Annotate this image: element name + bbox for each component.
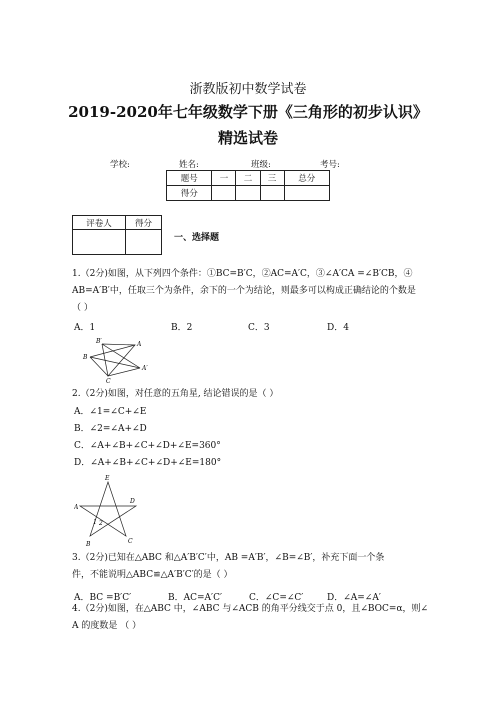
question-3-option-b[interactable]: B．AC=A′C′ [168, 593, 223, 603]
figure-1-line [90, 345, 135, 357]
exam-main-title: 2019-2020年七年级数学下册《三角形的初步认识》 [68, 103, 428, 121]
figure-2-label-e: E [105, 475, 110, 482]
school-field: 学校: [110, 160, 130, 170]
figure-1-label-b: B [83, 354, 88, 361]
grader-cell[interactable] [73, 230, 126, 255]
figure-2-label-c: C [128, 538, 133, 545]
question-3-line-2: 件，不能说明△ABC≌△A′B′C′的是（ ） [72, 570, 233, 580]
figure-1-label-aprime: A′ [142, 365, 148, 372]
figure-1-label-c: C [106, 378, 111, 385]
figure-2-label-b: B [86, 541, 91, 548]
question-1-line-3: （ ） [72, 303, 93, 313]
figure-1-label-bprime: B′ [96, 338, 102, 345]
score-table-header-row [167, 171, 330, 186]
score-header-cell: 三 [260, 171, 284, 186]
question-2-option-a[interactable]: A．∠1=∠C+∠E [74, 407, 147, 417]
section-title: 一、选择题 [174, 233, 220, 243]
class-field: 班级: [251, 160, 271, 170]
question-1-option-d[interactable]: D．4 [327, 323, 349, 333]
grader-table-value-row [73, 230, 162, 255]
score-cell[interactable] [236, 186, 260, 201]
grader-table [72, 215, 162, 255]
score-table [166, 170, 330, 201]
question-2-option-d[interactable]: D．∠A+∠B+∠C+∠D+∠E=180° [74, 458, 222, 468]
score-header-cell: 一 [212, 171, 236, 186]
figure-2-pentagram [80, 482, 136, 536]
figure-1-line [102, 344, 140, 368]
question-3-option-c[interactable]: C．∠C=∠C′ [249, 593, 304, 603]
question-3-line-1: 3.（2分)已知在△ABC 和△A′B′C′中，AB =A′B′，∠B=∠B′，补充下面一个条 [72, 553, 385, 563]
question-4 [72, 601, 432, 635]
figure-1-label-a: A [137, 341, 142, 348]
grader-header-cell: 评卷人 [73, 216, 126, 230]
figure-2-label-1: 1 [93, 519, 97, 526]
exam-sub-title: 精选试卷 [217, 129, 278, 147]
question-3 [72, 550, 432, 584]
score-table-value-row [167, 186, 330, 201]
question-1-option-a[interactable]: A．1 [74, 323, 96, 333]
question-1 [72, 266, 432, 317]
score-row-label: 得分 [167, 186, 212, 201]
score-cell[interactable] [260, 186, 284, 201]
figure-2-label-a: A [74, 504, 79, 511]
grader-header-cell: 得分 [125, 216, 161, 230]
grader-table-header-row [73, 216, 162, 230]
question-1-option-b[interactable]: B．2 [171, 323, 193, 333]
question-1-line-1: 1.（2分)如图，从下列四个条件：①BC=B′C，②AC=A′C，③∠A′CA =∠B′CB，④ [72, 269, 413, 279]
question-3-option-a[interactable]: A．BC =B′C′ [74, 593, 132, 603]
figure-1-triangle-2 [90, 357, 140, 376]
exam-publisher-title: 浙教版初中数学试卷 [189, 82, 307, 97]
question-4-line-1: 4.（2分)如图，在△ABC 中，∠ABC 与∠ACB 的角平分线交于点 0，且∠BOC=α，则∠ [72, 604, 429, 614]
question-1-option-c[interactable]: C．3 [248, 323, 270, 333]
figure-1-triangle-1 [102, 344, 135, 376]
figure-2-label-d: D [130, 498, 135, 505]
figure-2-label-2: 2 [99, 520, 103, 527]
score-header-cell: 二 [236, 171, 260, 186]
score-cell[interactable] [212, 186, 236, 201]
question-1-line-2: AB=A′B′中，任取三个为条件，余下的一个为结论，则最多可以构成正确结论的个数是 [72, 286, 416, 296]
question-2-option-c[interactable]: C．∠A+∠B+∠C+∠D+∠E=360° [74, 441, 221, 451]
name-field: 姓名: [179, 160, 199, 170]
number-field: 考号: [320, 160, 340, 170]
question-2-figure [74, 474, 144, 549]
question-2-option-b[interactable]: B．∠2=∠A+∠D [74, 424, 147, 434]
question-2-stem: 2.（2分)如图，对任意的五角星, 结论错误的是（ ） [72, 389, 279, 399]
question-4-line-2: A 的度数是 （ ） [72, 621, 142, 631]
score-header-cell: 题号 [167, 171, 212, 186]
grader-cell[interactable] [125, 230, 161, 255]
score-cell[interactable] [284, 186, 329, 201]
question-3-option-d[interactable]: D．∠A=∠A′ [327, 593, 381, 603]
score-header-cell: 总分 [284, 171, 329, 186]
question-1-figure [80, 335, 170, 385]
